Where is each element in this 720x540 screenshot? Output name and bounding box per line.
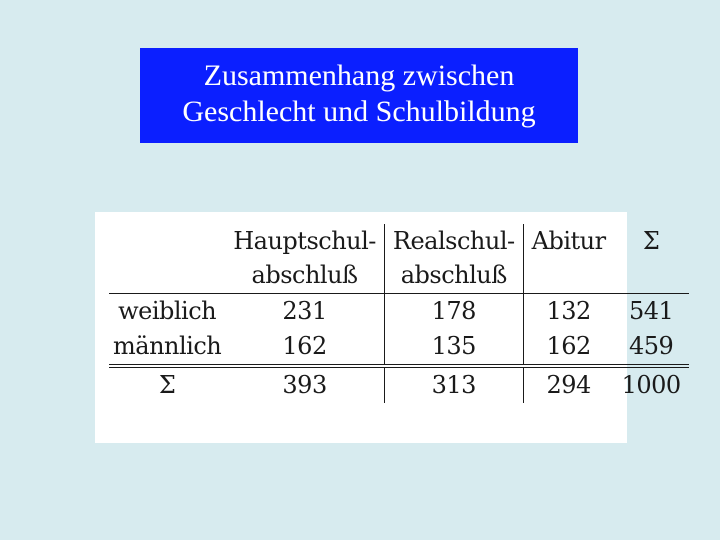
cell-weiblich-sum: 541: [628, 297, 674, 325]
slide-title-line-1: Zusammenhang zwischen: [203, 59, 515, 92]
cell-maennlich-sum: 459: [614, 329, 689, 366]
header-corner-2: [109, 258, 225, 294]
cell-weiblich-hauptschul: 231: [282, 297, 327, 325]
cell-total-hauptschul: 393: [282, 371, 327, 399]
row-label-total: Σ: [158, 371, 176, 399]
cell-weiblich-abitur: 132: [523, 294, 613, 330]
cell-total-sum: 1000: [621, 371, 681, 399]
header-sum-line2: [614, 258, 689, 294]
header-hauptschul-line1: Hauptschul-: [233, 227, 376, 255]
cell-weiblich-realschul: 178: [384, 294, 523, 330]
table-header-row-2: [109, 258, 689, 294]
header-corner: [109, 224, 225, 258]
table-row-weiblich: [109, 294, 689, 330]
table-header-row-1: [109, 224, 689, 258]
header-sum: Σ: [642, 227, 660, 255]
slide-title-line-2: Geschlecht und Schulbildung: [182, 95, 536, 128]
header-abitur: Abitur: [523, 224, 613, 258]
contingency-table: [109, 224, 689, 403]
cell-total-abitur: 294: [523, 366, 613, 403]
cell-maennlich-abitur: 162: [523, 329, 613, 366]
slide-title-box: [140, 48, 578, 143]
header-abitur-line2: [523, 258, 613, 294]
cell-maennlich-hauptschul: 162: [225, 329, 384, 366]
row-label-maennlich: männlich: [109, 329, 225, 366]
table-row-maennlich: [109, 329, 689, 366]
header-realschul-line1: Realschul-: [384, 224, 523, 258]
header-hauptschul-line2: abschluß: [225, 258, 384, 294]
row-label-weiblich: weiblich: [118, 297, 217, 325]
cell-maennlich-realschul: 135: [384, 329, 523, 366]
table-row-total: [109, 366, 689, 403]
header-realschul-line2: abschluß: [384, 258, 523, 294]
contingency-table-card: [95, 212, 681, 443]
cell-total-realschul: 313: [384, 366, 523, 403]
